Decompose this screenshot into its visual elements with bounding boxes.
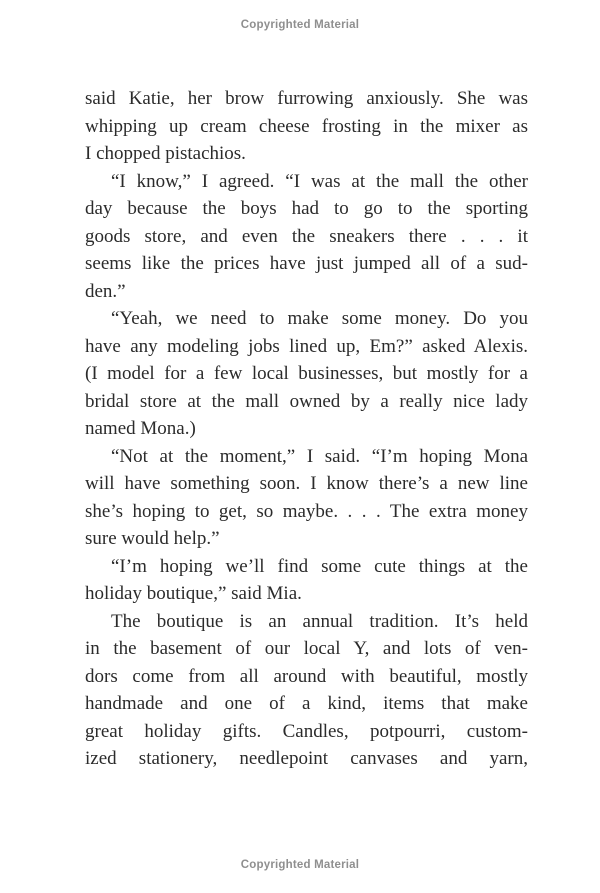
text-line: “Yeah, we need to make some money. Do you	[111, 308, 528, 329]
text-line: named Mona.)	[85, 418, 196, 439]
body-text	[85, 85, 528, 773]
text-line: The boutique is an annual tradition. It’s held	[111, 610, 528, 632]
text-line: will have something soon. I know there’s a new line	[85, 473, 528, 494]
text-line: goods store, and even the sneakers there . . . it	[85, 225, 528, 247]
text-line: in the basement of our local Y, and lots of ven-	[85, 638, 528, 659]
text-line: I chopped pistachios.	[85, 143, 246, 164]
text-line: sure would help.”	[85, 528, 220, 549]
copyright-notice-bottom: Copyrighted Material	[240, 859, 360, 871]
text-line: said Katie, her brow furrowing anxiously. She was	[85, 88, 528, 109]
text-line: whipping up cream cheese frosting in the mixer as	[85, 115, 528, 137]
text-line: day because the boys had to go to the sporting	[85, 198, 528, 219]
text-line: holiday boutique,” said Mia.	[85, 583, 302, 604]
text-line: den.”	[85, 280, 126, 302]
text-line: have any modeling jobs lined up, Em?” asked Alexis.	[85, 335, 528, 357]
text-line: “Not at the moment,” I said. “I’m hoping Mona	[111, 445, 528, 467]
text-line: dors come from all around with beautiful, mostly	[85, 665, 528, 687]
copyright-notice-top: Copyrighted Material	[240, 19, 360, 31]
text-line: (I model for a few local businesses, but mostly for a	[85, 363, 528, 384]
text-line: great holiday gifts. Candles, potpourri, custom-	[85, 720, 528, 742]
text-line: seems like the prices have just jumped all of a sud-	[85, 253, 528, 274]
text-line: ized stationery, needlepoint canvases and yarn,	[85, 748, 528, 769]
text-line: bridal store at the mall owned by a really nice lady	[85, 390, 528, 412]
text-line: “I know,” I agreed. “I was at the mall the other	[111, 170, 528, 192]
text-line: she’s hoping to get, so maybe. . . . The extra money	[85, 500, 528, 522]
text-line: “I’m hoping we’ll find some cute things at the	[111, 555, 528, 577]
text-line: handmade and one of a kind, items that make	[85, 693, 528, 714]
